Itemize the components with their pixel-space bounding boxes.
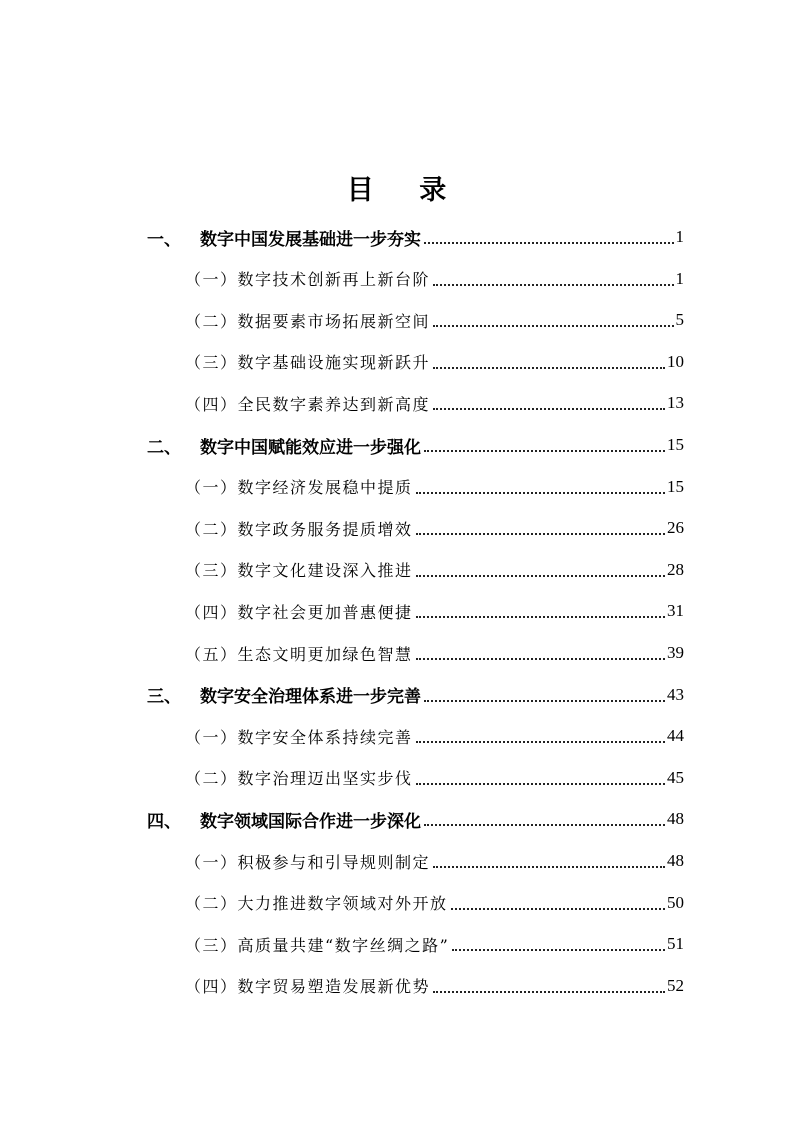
toc-entry-title: （三）数字基础设施实现新跃升 bbox=[185, 353, 431, 373]
toc-chapter-entry[interactable] bbox=[147, 217, 684, 257]
toc-page-number: 45 bbox=[667, 767, 684, 787]
toc-dot-leader bbox=[433, 367, 665, 369]
toc-entry-title: （二）数字政务服务提质增效 bbox=[185, 519, 413, 539]
toc-entry-title: （三）数字文化建设深入推进 bbox=[185, 561, 413, 581]
toc-page-number: 28 bbox=[667, 559, 684, 579]
toc-section-entry[interactable] bbox=[185, 716, 684, 756]
toc-page-number: 39 bbox=[667, 643, 684, 662]
toc-entry-title: （一）数字经济发展稳中提质 bbox=[185, 478, 413, 498]
toc-section-entry[interactable] bbox=[185, 342, 684, 382]
toc-dot-leader bbox=[416, 575, 665, 577]
toc-entry-title: 数字领域国际合作进一步深化 bbox=[200, 811, 421, 832]
toc-section-entry[interactable] bbox=[185, 633, 684, 673]
toc-page-number: 13 bbox=[667, 393, 684, 413]
toc-chapter-entry[interactable] bbox=[147, 425, 684, 465]
toc-entry-title: （二）大力推进数字领域对外开放 bbox=[185, 894, 448, 914]
toc-dot-leader bbox=[416, 783, 665, 785]
toc-dot-leader bbox=[451, 908, 665, 910]
toc-dot-leader bbox=[433, 866, 665, 868]
toc-entry-title: （四）全民数字素养达到新高度 bbox=[185, 394, 431, 414]
toc-chapter-number: 一、 bbox=[147, 229, 181, 250]
toc-page-number: 52 bbox=[667, 975, 684, 995]
toc-entry-title: （二）数字治理迈出坚实步伐 bbox=[185, 769, 413, 789]
toc-chapter-entry[interactable] bbox=[147, 799, 684, 839]
toc-page-number: 48 bbox=[667, 809, 684, 829]
toc-entry-title: （四）数字社会更加普惠便捷 bbox=[185, 602, 413, 622]
toc-entry-title: （二）数据要素市场拓展新空间 bbox=[185, 311, 431, 331]
toc-page-number: 15 bbox=[667, 435, 684, 454]
toc-entry-title: （三）高质量共建“数字丝绸之路” bbox=[185, 935, 450, 955]
toc-section-entry[interactable] bbox=[185, 841, 684, 881]
toc-section-entry[interactable] bbox=[185, 467, 684, 507]
toc-dot-leader bbox=[416, 492, 665, 494]
toc-dot-leader bbox=[424, 450, 665, 452]
toc-chapter-number: 三、 bbox=[147, 687, 181, 708]
toc-page-number: 48 bbox=[667, 851, 684, 870]
toc-section-entry[interactable] bbox=[185, 758, 684, 798]
toc-chapter-number: 二、 bbox=[147, 437, 181, 458]
toc-page-number: 1 bbox=[675, 268, 684, 288]
toc-dot-leader bbox=[416, 533, 665, 535]
toc-dot-leader bbox=[416, 616, 665, 618]
toc-section-entry[interactable] bbox=[185, 591, 684, 631]
toc-entry-title: （一）积极参与和引导规则制定 bbox=[185, 852, 431, 872]
toc-section-entry[interactable] bbox=[185, 259, 684, 299]
toc-dot-leader bbox=[433, 991, 665, 993]
toc-section-entry[interactable] bbox=[185, 508, 684, 548]
toc-section-entry[interactable] bbox=[185, 300, 684, 340]
toc-title: 目 录 bbox=[346, 175, 465, 206]
toc-dot-leader bbox=[433, 325, 673, 327]
toc-dot-leader bbox=[452, 949, 665, 951]
toc-dot-leader bbox=[424, 242, 674, 244]
toc-page-number: 26 bbox=[667, 518, 684, 538]
toc-page-number: 44 bbox=[667, 726, 684, 746]
toc-page-number: 43 bbox=[667, 684, 684, 704]
toc-entry-title: （四）数字贸易塑造发展新优势 bbox=[185, 977, 431, 997]
toc-page-number: 31 bbox=[667, 601, 684, 621]
toc-section-entry[interactable] bbox=[185, 966, 684, 1006]
toc-dot-leader bbox=[424, 700, 665, 702]
toc-chapter-entry[interactable] bbox=[147, 675, 684, 715]
toc-section-entry[interactable] bbox=[185, 883, 684, 923]
toc-section-entry[interactable] bbox=[185, 924, 684, 964]
toc-entry-title: （一）数字安全体系持续完善 bbox=[185, 727, 413, 747]
toc-chapter-number: 四、 bbox=[147, 811, 181, 832]
toc-section-entry[interactable] bbox=[185, 383, 684, 423]
toc-page-number: 15 bbox=[667, 476, 684, 496]
toc-page-number: 1 bbox=[675, 227, 684, 246]
toc-section-entry[interactable] bbox=[185, 550, 684, 590]
toc-page-number: 50 bbox=[667, 892, 684, 912]
toc-entry-title: 数字中国发展基础进一步夯实 bbox=[200, 229, 421, 250]
toc-dot-leader bbox=[424, 824, 665, 826]
toc-entry-title: （一）数字技术创新再上新台阶 bbox=[185, 270, 431, 290]
toc-dot-leader bbox=[433, 284, 673, 286]
toc-page-number: 10 bbox=[667, 351, 684, 371]
toc-entry-title: （五）生态文明更加绿色智慧 bbox=[185, 644, 413, 664]
toc-dot-leader bbox=[416, 741, 665, 743]
toc-page-number: 51 bbox=[667, 934, 684, 954]
toc-dot-leader bbox=[416, 658, 665, 660]
toc-entry-title: 数字安全治理体系进一步完善 bbox=[200, 687, 421, 708]
toc-dot-leader bbox=[433, 408, 665, 410]
toc-entry-title: 数字中国赋能效应进一步强化 bbox=[200, 437, 421, 458]
toc-page-number: 5 bbox=[675, 310, 684, 330]
